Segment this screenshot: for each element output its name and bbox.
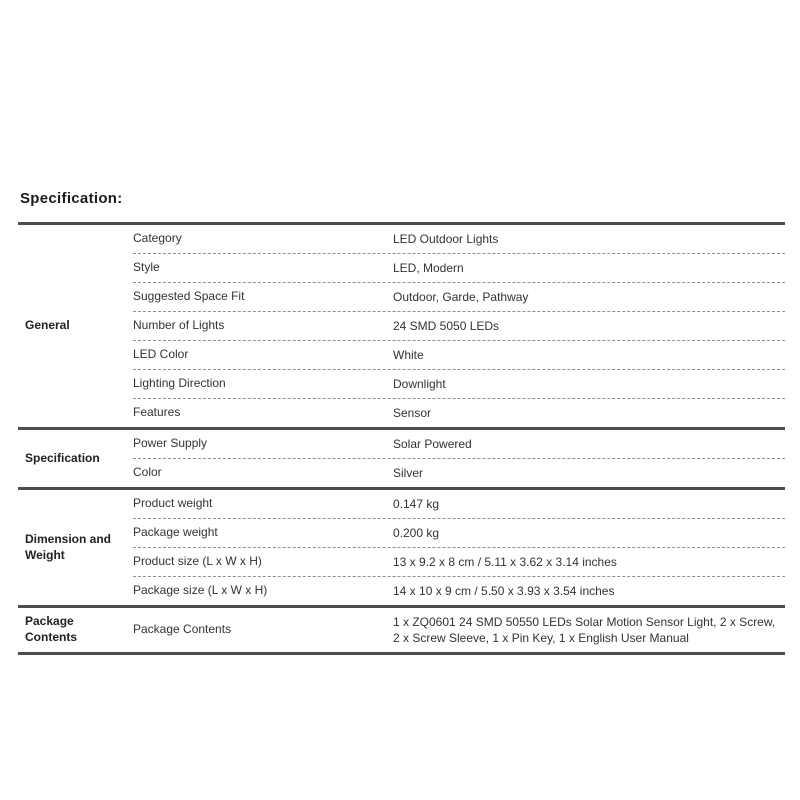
- spec-value: Outdoor, Garde, Pathway: [393, 289, 529, 304]
- spec-label: LED Color: [133, 347, 189, 362]
- table-row: [133, 518, 785, 547]
- spec-value: 24 SMD 5050 LEDs: [393, 318, 500, 333]
- section-dimension-weight: [18, 487, 785, 605]
- table-row: [133, 282, 785, 311]
- spec-label: Lighting Direction: [133, 376, 226, 391]
- spec-label: Style: [133, 260, 160, 275]
- spec-label: Power Supply: [133, 436, 208, 451]
- section-general: [18, 222, 785, 427]
- spec-value: Silver: [393, 465, 424, 480]
- section-rows: [133, 608, 785, 652]
- spec-label: Number of Lights: [133, 318, 225, 333]
- specification-heading: Specification:: [20, 190, 123, 207]
- table-row: [133, 340, 785, 369]
- table-row: [133, 547, 785, 576]
- spec-label: Category: [133, 231, 182, 246]
- spec-value: 13 x 9.2 x 8 cm / 5.11 x 3.62 x 3.14 inches: [393, 554, 617, 569]
- spec-value: 0.147 kg: [393, 496, 440, 511]
- spec-value: 0.200 kg: [393, 525, 440, 540]
- spec-value: LED, Modern: [393, 260, 464, 275]
- spec-label: Package weight: [133, 525, 218, 540]
- table-row: [133, 311, 785, 340]
- section-rows: [133, 430, 785, 487]
- section-rows: [133, 225, 785, 427]
- section-rows: [133, 490, 785, 605]
- table-row: [133, 430, 785, 458]
- section-title-package-contents: Package Contents: [25, 614, 77, 644]
- table-row: [133, 490, 785, 518]
- spec-label: Color: [133, 465, 162, 480]
- section-title-specification: Specification: [25, 450, 100, 465]
- spec-value: Solar Powered: [393, 436, 472, 451]
- section-package-contents: [18, 605, 785, 652]
- section-title-general: General: [25, 318, 70, 333]
- spec-label: Suggested Space Fit: [133, 289, 245, 304]
- spec-label: Features: [133, 405, 181, 420]
- spec-label: Package Contents: [133, 622, 232, 637]
- spec-label: Product size (L x W x H): [133, 554, 262, 569]
- spec-value: White: [393, 347, 424, 362]
- table-row: [133, 458, 785, 487]
- spec-label: Package size (L x W x H): [133, 583, 268, 598]
- spec-value: 14 x 10 x 9 cm / 5.50 x 3.93 x 3.54 inches: [393, 583, 615, 598]
- spec-value: 1 x ZQ0601 24 SMD 50550 LEDs Solar Motion Sensor Light, 2 x Screw, 2 x Screw Sleeve, 1 x Pin Key, 1 x English User Manual: [393, 614, 776, 645]
- table-row: [133, 369, 785, 398]
- section-specification: [18, 427, 785, 487]
- spec-value: Sensor: [393, 405, 432, 420]
- section-title-dimension-weight: Dimension and Weight: [25, 531, 112, 562]
- spec-value: LED Outdoor Lights: [393, 231, 499, 246]
- spec-value: Downlight: [393, 376, 446, 391]
- table-row: [133, 576, 785, 605]
- specification-table: [18, 222, 785, 655]
- table-row: [133, 398, 785, 427]
- table-row: [133, 608, 785, 652]
- spec-label: Product weight: [133, 496, 213, 511]
- table-row: [133, 225, 785, 253]
- table-row: [133, 253, 785, 282]
